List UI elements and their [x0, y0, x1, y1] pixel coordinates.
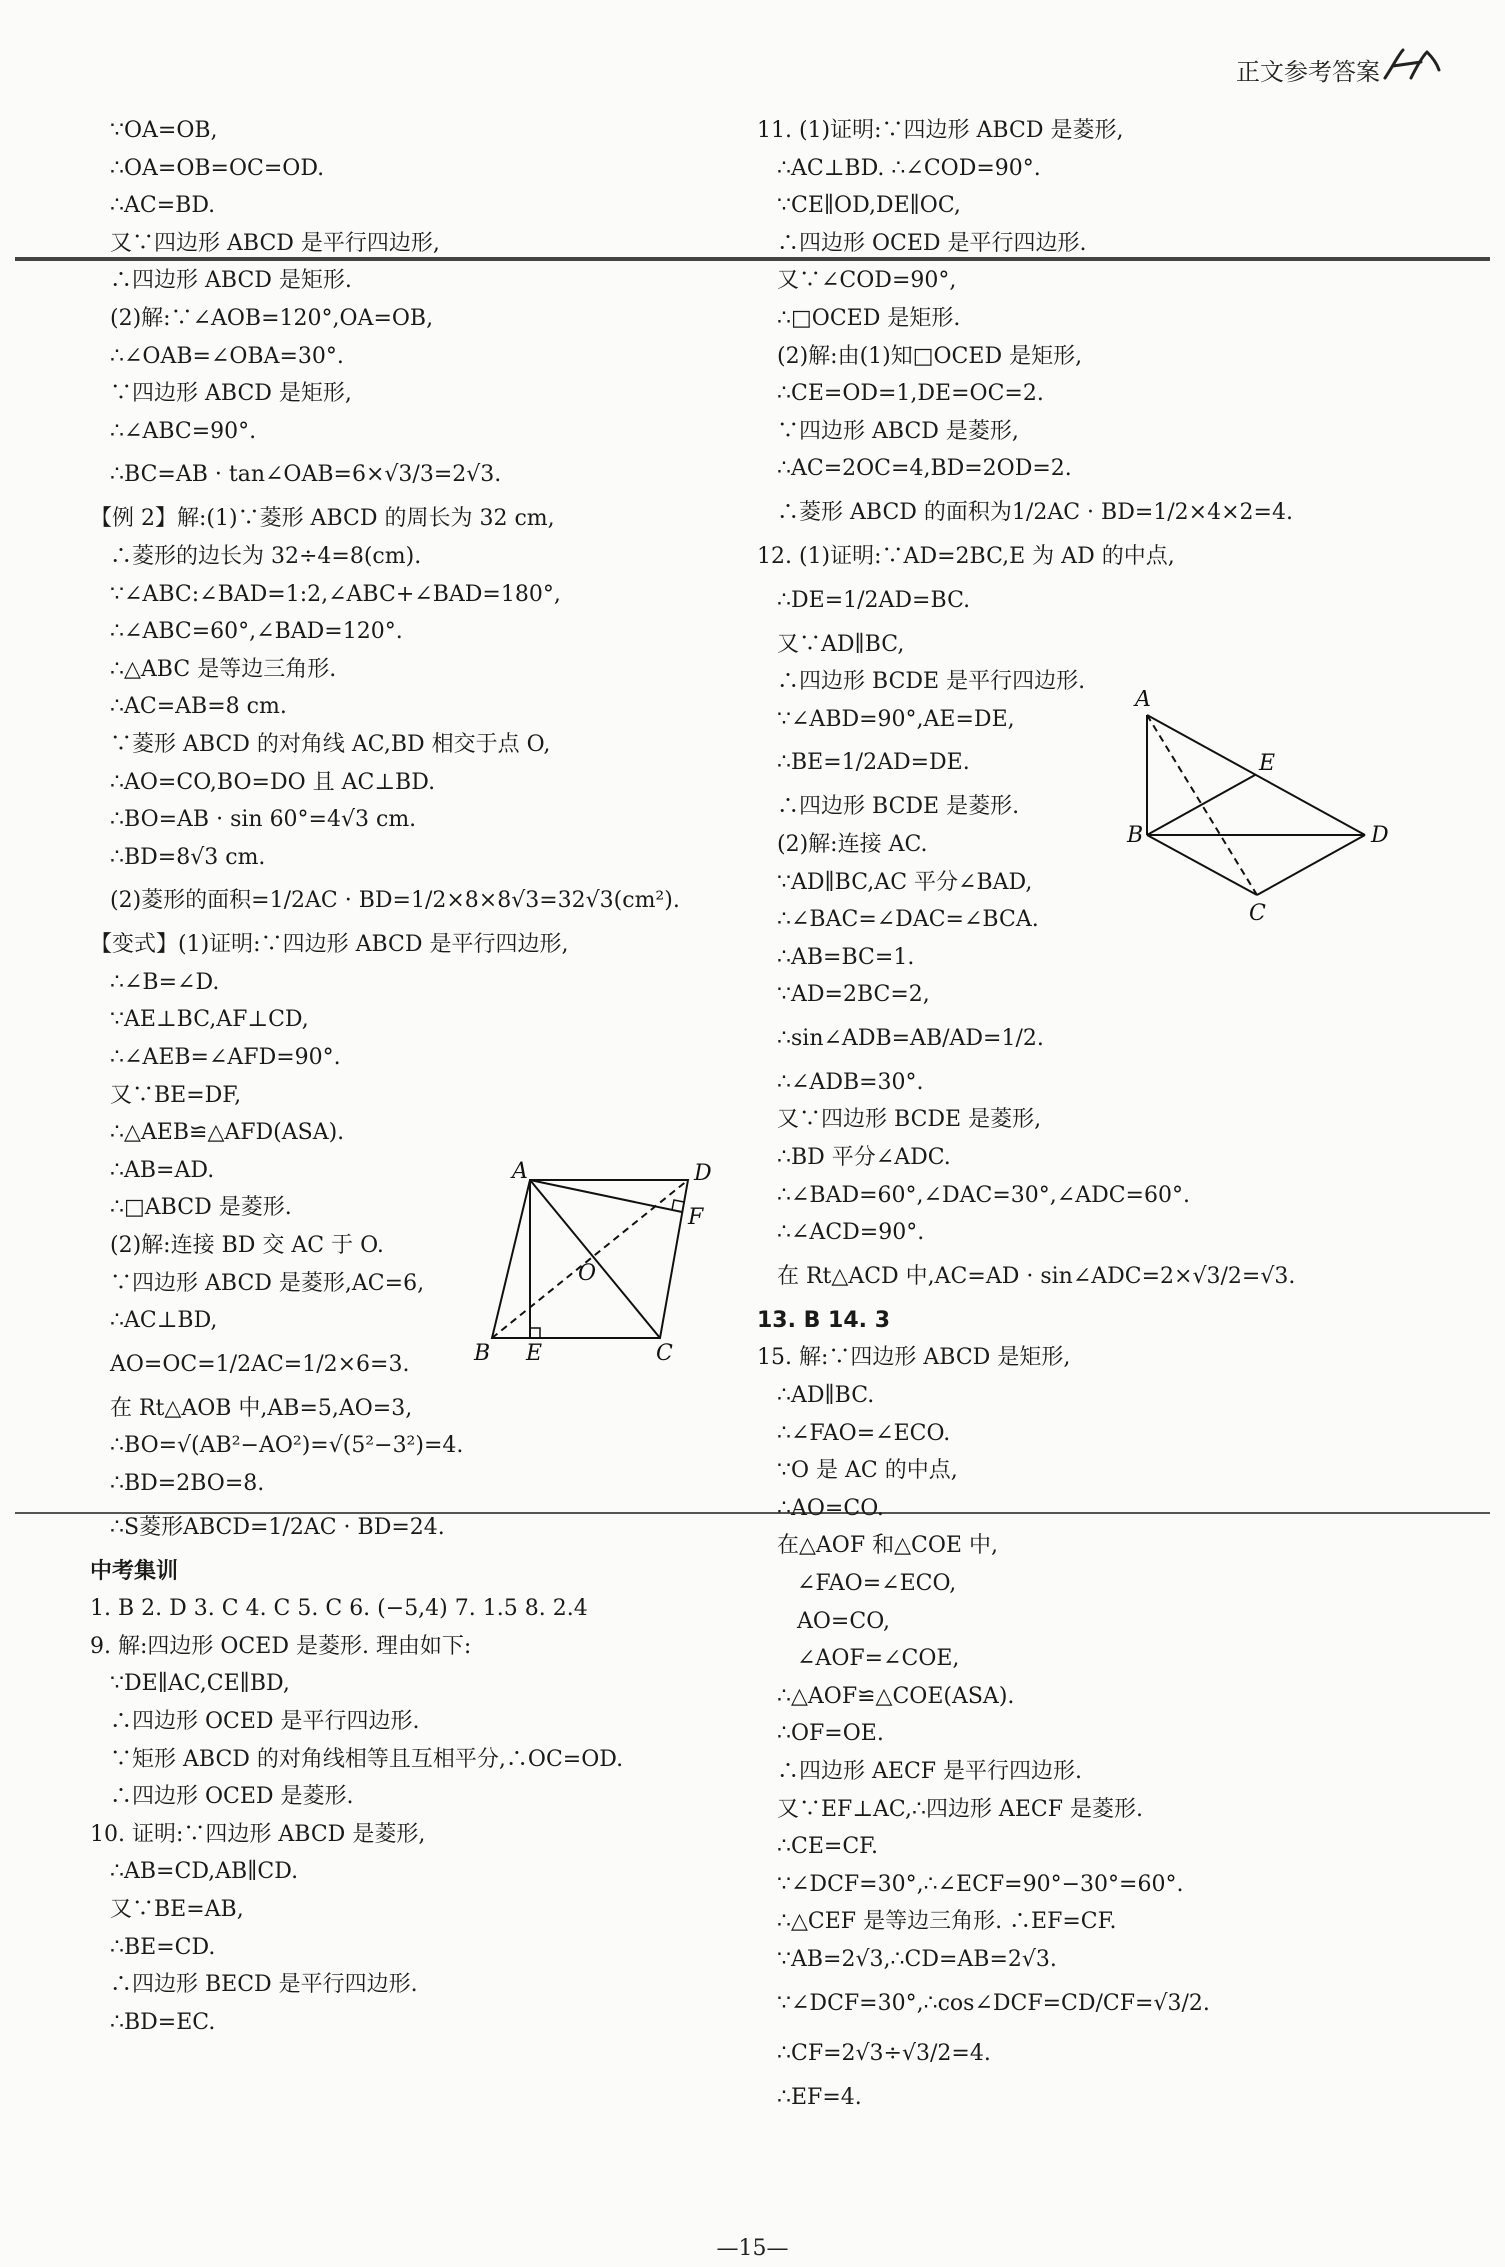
- header-title: 正文参考答案: [1236, 58, 1380, 86]
- text-line: 1. B 2. D 3. C 4. C 5. C 6. (−5,4) 7. 1.5 8. 2.4: [90, 1596, 588, 1622]
- text-line: (2)解:∵∠AOB=120°,OA=OB,: [110, 305, 434, 331]
- text-line: 11. (1)证明:∵四边形 ABCD 是菱形,: [757, 118, 1124, 143]
- logo-icon: [1381, 44, 1443, 84]
- rhombus-figure: [470, 1160, 730, 1380]
- text-line: ∴AC⊥BD,: [110, 1308, 218, 1334]
- text-line: 在 Rt△ACD 中,AC=AD · sin∠ADC=2×√3/2=√3.: [777, 1263, 1296, 1289]
- text-line: ∴∠AEB=∠AFD=90°.: [110, 1045, 341, 1071]
- text-line: ∵∠DCF=30°,∴∠ECF=90°−30°=60°.: [777, 1871, 1184, 1897]
- text-line: ∴四边形 OCED 是平行四边形.: [777, 230, 1087, 256]
- text-line: ∴AD∥BC.: [777, 1383, 875, 1409]
- text-line: ∴CF=2√3÷√3/2=4.: [777, 2040, 991, 2066]
- text-line: 又∵BE=AB,: [110, 1896, 244, 1922]
- text-line: 又∵AD∥BC,: [777, 631, 905, 657]
- text-line: ∴△AEB≌△AFD(ASA).: [110, 1120, 345, 1146]
- text-line: ∴AC=AB=8 cm.: [110, 694, 287, 720]
- text-line: ∠FAO=∠ECO,: [797, 1571, 957, 1596]
- text-line: ∴BO=AB · sin 60°=4√3 cm.: [110, 807, 417, 833]
- text-line: ∴BD=8√3 cm.: [110, 844, 266, 870]
- label-f: F: [688, 1205, 704, 1230]
- text-line: 在 Rt△AOB 中,AB=5,AO=3,: [110, 1395, 413, 1421]
- text-line: ∴四边形 BECD 是平行四边形.: [110, 1972, 418, 1998]
- text-line: ∴四边形 ABCD 是矩形.: [110, 268, 352, 294]
- text-line: AO=CO,: [797, 1608, 890, 1634]
- text-line: ∴AC=BD.: [110, 193, 216, 219]
- text-line: 10. 证明:∵四边形 ABCD 是菱形,: [90, 1821, 426, 1847]
- label-e: E: [526, 1341, 543, 1366]
- text-line: ∴□ABCD 是菱形.: [110, 1195, 292, 1221]
- text-line: ∵OA=OB,: [110, 118, 218, 143]
- text-line: ∴∠ABC=90°.: [110, 418, 257, 444]
- text-line: (2)菱形的面积=1/2AC · BD=1/2×8×8√3=32√3(cm²).: [110, 888, 680, 914]
- text-line: 【变式】(1)证明:∵四边形 ABCD 是平行四边形,: [90, 932, 569, 958]
- text-line: ∴DE=1/2AD=BC.: [777, 587, 971, 613]
- text-line: ∴AB=BC=1.: [777, 944, 915, 970]
- right-column: [757, 112, 1457, 2116]
- text-line: 又∵EF⊥AC,∴四边形 AECF 是菱形.: [777, 1796, 1143, 1822]
- text-line: ∴菱形 ABCD 的面积为1/2AC · BD=1/2×4×2=4.: [777, 499, 1293, 525]
- label-c: C: [1249, 901, 1266, 926]
- text-line: ∴BD 平分∠ADC.: [777, 1145, 951, 1171]
- text-line: ∴∠ACD=90°.: [777, 1220, 925, 1246]
- text-line: ∴∠FAO=∠ECO.: [777, 1420, 951, 1446]
- text-line: ∴∠B=∠D.: [110, 969, 220, 995]
- text-line: ∵AE⊥BC,AF⊥CD,: [110, 1007, 309, 1033]
- text-line: ∴BE=1/2AD=DE.: [777, 750, 970, 776]
- text-line: ∠AOF=∠COE,: [797, 1646, 960, 1672]
- text-line: ∴四边形 OCED 是平行四边形.: [110, 1708, 420, 1734]
- text-line: (2)解:连接 AC.: [777, 831, 928, 857]
- text-line: ∴CE=OD=1,DE=OC=2.: [777, 381, 1044, 407]
- text-line: ∴OA=OB=OC=OD.: [110, 155, 325, 181]
- text-line: ∴CE=CF.: [777, 1834, 878, 1860]
- text-line: ∵AD∥BC,AC 平分∠BAD,: [777, 869, 1033, 895]
- text-line: ∴□OCED 是矩形.: [777, 305, 961, 331]
- text-line: (2)解:连接 BD 交 AC 于 O.: [110, 1233, 384, 1259]
- left-column: [90, 112, 730, 2041]
- text-line: 又∵四边形 ABCD 是平行四边形,: [110, 230, 440, 256]
- text-line: ∴∠ABC=60°,∠BAD=120°.: [110, 619, 403, 645]
- text-line: ∵菱形 ABCD 的对角线 AC,BD 相交于点 O,: [110, 731, 551, 757]
- text-line: ∴四边形 OCED 是菱形.: [110, 1784, 354, 1810]
- text-line: ∴AB=CD,AB∥CD.: [110, 1859, 299, 1885]
- text-line: 13. B 14. 3: [757, 1307, 890, 1333]
- text-line: ∴BD=2BO=8.: [110, 1471, 265, 1496]
- quadrilateral-figure: [1125, 690, 1405, 930]
- text-line: ∴EF=4.: [777, 2084, 862, 2110]
- label-c: C: [656, 1341, 673, 1366]
- text-line: ∵四边形 ABCD 是矩形,: [110, 381, 352, 407]
- segment-cd: [1257, 835, 1365, 895]
- text-line: ∵AB=2√3,∴CD=AB=2√3.: [777, 1946, 1057, 1972]
- text-line: ∵AD=2BC=2,: [777, 982, 930, 1008]
- text-line: ∵CE∥OD,DE∥OC,: [777, 193, 961, 219]
- diagonal-bd: [492, 1180, 688, 1338]
- text-line: ∴AO=CO.: [777, 1495, 884, 1521]
- text-line: 9. 解:四边形 OCED 是菱形. 理由如下:: [90, 1633, 472, 1659]
- segment-bc: [1147, 835, 1257, 895]
- label-b: B: [1127, 823, 1144, 848]
- text-line: 又∵∠COD=90°,: [777, 268, 957, 294]
- segment-be: [1147, 775, 1255, 835]
- text-line: ∵四边形 ABCD 是菱形,AC=6,: [110, 1270, 425, 1296]
- text-line: ∴四边形 AECF 是平行四边形.: [777, 1758, 1083, 1784]
- text-line: ∴∠BAC=∠DAC=∠BCA.: [777, 907, 1039, 933]
- text-line: ∴BE=CD.: [110, 1934, 216, 1960]
- text-line: ∵矩形 ABCD 的对角线相等且互相平分,∴OC=OD.: [110, 1746, 624, 1772]
- text-line: 【例 2】解:(1)∵菱形 ABCD 的周长为 32 cm,: [90, 506, 555, 532]
- text-line: ∵∠ABC:∠BAD=1:2,∠ABC+∠BAD=180°,: [110, 581, 561, 607]
- label-b: B: [474, 1341, 491, 1366]
- text-line: ∴∠BAD=60°,∠DAC=30°,∠ADC=60°.: [777, 1182, 1190, 1208]
- text-line: ∴四边形 BCDE 是平行四边形.: [777, 669, 1086, 695]
- label-d: D: [694, 1161, 712, 1186]
- text-line: ∴四边形 BCDE 是菱形.: [777, 794, 1020, 820]
- text-line: ∴sin∠ADB=AB/AD=1/2.: [777, 1025, 1044, 1051]
- text-line: 12. (1)证明:∵AD=2BC,E 为 AD 的中点,: [757, 543, 1175, 569]
- text-line: ∴∠OAB=∠OBA=30°.: [110, 343, 344, 369]
- text-line: ∴BC=AB · tan∠OAB=6×√3/3=2√3.: [110, 462, 502, 488]
- text-line: ∴∠ADB=30°.: [777, 1069, 924, 1095]
- page-number: —15—: [716, 2236, 789, 2261]
- text-line: ∴菱形的边长为 32÷4=8(cm).: [110, 543, 422, 569]
- text-line: ∴AO=CO,BO=DO 且 AC⊥BD.: [110, 769, 436, 795]
- text-line: AO=OC=1/2AC=1/2×6=3.: [110, 1351, 410, 1377]
- right-angle-e: [530, 1328, 540, 1338]
- text-line: 在△AOF 和△COE 中,: [777, 1533, 998, 1559]
- text-line: ∴BD=EC.: [110, 2009, 216, 2035]
- text-line: ∴OF=OE.: [777, 1721, 884, 1747]
- label-e: E: [1259, 751, 1276, 776]
- text-line: ∵∠ABD=90°,AE=DE,: [777, 706, 1015, 732]
- text-line: ∴BO=√(AB²−AO²)=√(5²−3²)=4.: [110, 1433, 464, 1459]
- text-line: (2)解:由(1)知□OCED 是矩形,: [777, 343, 1083, 369]
- text-line: 15. 解:∵四边形 ABCD 是矩形,: [757, 1345, 1071, 1371]
- section-heading: 中考集训: [90, 1558, 179, 1584]
- text-line: ∴AC⊥BD. ∴∠COD=90°.: [777, 155, 1041, 181]
- text-line: 又∵四边形 BCDE 是菱形,: [777, 1107, 1042, 1133]
- label-o: O: [578, 1261, 597, 1286]
- text-line: ∴S菱形ABCD=1/2AC · BD=24.: [110, 1514, 445, 1540]
- text-line: ∴△AOF≌△COE(ASA).: [777, 1683, 1015, 1709]
- label-d: D: [1371, 823, 1389, 848]
- label-a: A: [1135, 690, 1151, 712]
- label-a: A: [512, 1160, 528, 1184]
- text-line: ∴△ABC 是等边三角形.: [110, 656, 337, 682]
- text-line: ∴△CEF 是等边三角形. ∴EF=CF.: [777, 1909, 1117, 1935]
- text-line: ∵O 是 AC 的中点,: [777, 1458, 958, 1484]
- text-line: ∵四边形 ABCD 是菱形,: [777, 418, 1019, 444]
- text-line: 又∵BE=DF,: [110, 1082, 242, 1108]
- text-line: ∵∠DCF=30°,∴cos∠DCF=CD/CF=√3/2.: [777, 1990, 1210, 2016]
- text-line: ∵DE∥AC,CE∥BD,: [110, 1671, 290, 1697]
- text-line: ∴AB=AD.: [110, 1157, 215, 1183]
- text-line: ∴AC=2OC=4,BD=2OD=2.: [777, 456, 1072, 482]
